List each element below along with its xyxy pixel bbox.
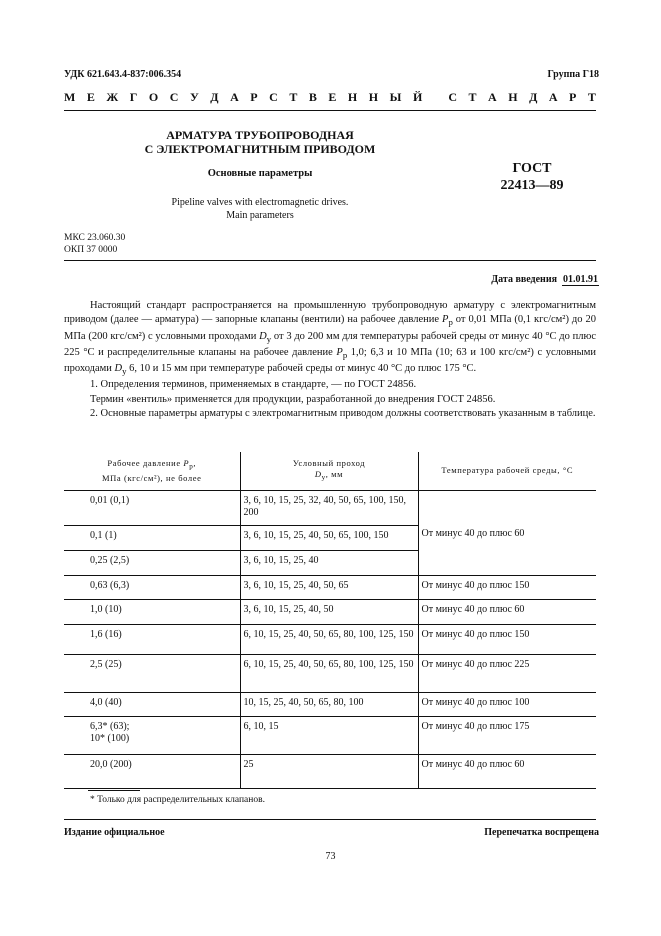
table-row: 0,01 (0,1) 3, 6, 10, 15, 25, 32, 40, 50, 65, 100, 150, 200 От минус 40 до плюс 60 [64, 490, 596, 525]
udk-code: УДК 621.643.4-837:006.354 [64, 69, 182, 80]
merged-temperature-cell: От минус 40 до плюс 60 [418, 490, 596, 575]
gost-number: ГОСТ 22413—89 [500, 161, 564, 193]
col-temperature-header: Температура рабочей среды, °С [418, 452, 596, 490]
table-row: 6,3* (63); 10* (100) 6, 10, 15 От минус 40 до плюс 175 [64, 716, 596, 754]
page-number: 73 [325, 851, 336, 862]
table-row: 0,1 (1) 3, 6, 10, 15, 25, 40, 50, 65, 100, 150 [64, 525, 596, 550]
table-row: 20,0 (200) 25 От минус 40 до плюс 60 [64, 754, 596, 788]
table-row: 1,0 (10) 3, 6, 10, 15, 25, 40, 50 От минус 40 до плюс 60 [64, 599, 596, 624]
standard-body-text [64, 299, 596, 421]
codes-rule [64, 260, 596, 261]
table-row: 0,25 (2,5) 3, 6, 10, 15, 25, 40 [64, 550, 596, 575]
table-row: 2,5 (25) 6, 10, 15, 25, 40, 50, 65, 80, 100, 125, 150 От минус 40 до плюс 225 [64, 654, 596, 692]
document-title: АРМАТУРА ТРУБОПРОВОДНАЯ С ЭЛЕКТРОМАГНИТНЫМ ПРИВОДОМ [144, 128, 376, 156]
reprint-prohibited-label: Перепечатка воспрещена [484, 827, 599, 838]
col-pressure-header: Рабочее давление $P_р$, МПа (кгс/см²), не более [64, 452, 240, 490]
header-rule [64, 110, 596, 111]
parameters-paragraph: 2. Основные параметры арматуры с электромагнитным приводом должны соответствовать указанным в таблице. [90, 407, 596, 419]
valve-term-paragraph: Термин «вентиль» применяется для продукции, разработанной до внедрения ГОСТ 24856. [90, 393, 496, 405]
col-nominal-bore-header: Условный проход $D_у$, мм [240, 452, 418, 490]
terms-paragraph: 1. Определения терминов, применяемых в стандарте, — по ГОСТ 24856. [90, 379, 417, 391]
interstate-standard-heading: М Е Ж Г О С У Д А Р С Т В Е Н Н Ы Й С Т А Н Д А Р Т [64, 90, 596, 104]
english-title: Pipeline valves with electromagnetic drives. Main parameters [171, 197, 349, 221]
table-row: 4,0 (40) 10, 15, 25, 40, 50, 65, 80, 100 От минус 40 до плюс 100 [64, 692, 596, 716]
group-code: Группа Г18 [547, 69, 599, 80]
footnote-rule [88, 790, 140, 791]
table-row: 1,6 (16) 6, 10, 15, 25, 40, 50, 65, 80, 100, 125, 150 От минус 40 до плюс 150 [64, 624, 596, 654]
scope-paragraph: Настоящий стандарт распространяется на промышленную трубопроводную арматуру с электромагнитным приводом (далее — арматура) — запорные клапаны (вентили) на рабочее давление $P_р$ от 0,01 МПа (0,1 кгс/см²) до 20 МПа (200 кгс/см²) с условными проходами $D_у$ от 3 до 200 мм для температуры рабочей среды от минус 40 °С до плюс 225 °С и распределительные клапаны на рабочее давление $P_р$ 1,0; 6,3 и 10 МПа (10; 63 и 100 кгс/см²) с условными проходами $D_у$ 6, 10 и 15 мм при температуре рабочей среды от минус 40 °С до плюс 175 °С. [64, 300, 596, 377]
table-row: 0,63 (6,3) 3, 6, 10, 15, 25, 40, 50, 65 От минус 40 до плюс 150 [64, 575, 596, 599]
classification-codes: МКС 23.060.30 ОКП 37 0000 [64, 233, 126, 255]
footnote: * Только для распределительных клапанов. [90, 795, 265, 805]
footer-rule [64, 819, 596, 820]
introduction-date: Дата введения 01.01.91 [491, 274, 598, 285]
official-edition-label: Издание официальное [64, 827, 165, 838]
document-subtitle: Основные параметры [207, 168, 313, 179]
parameters-table [64, 452, 596, 789]
